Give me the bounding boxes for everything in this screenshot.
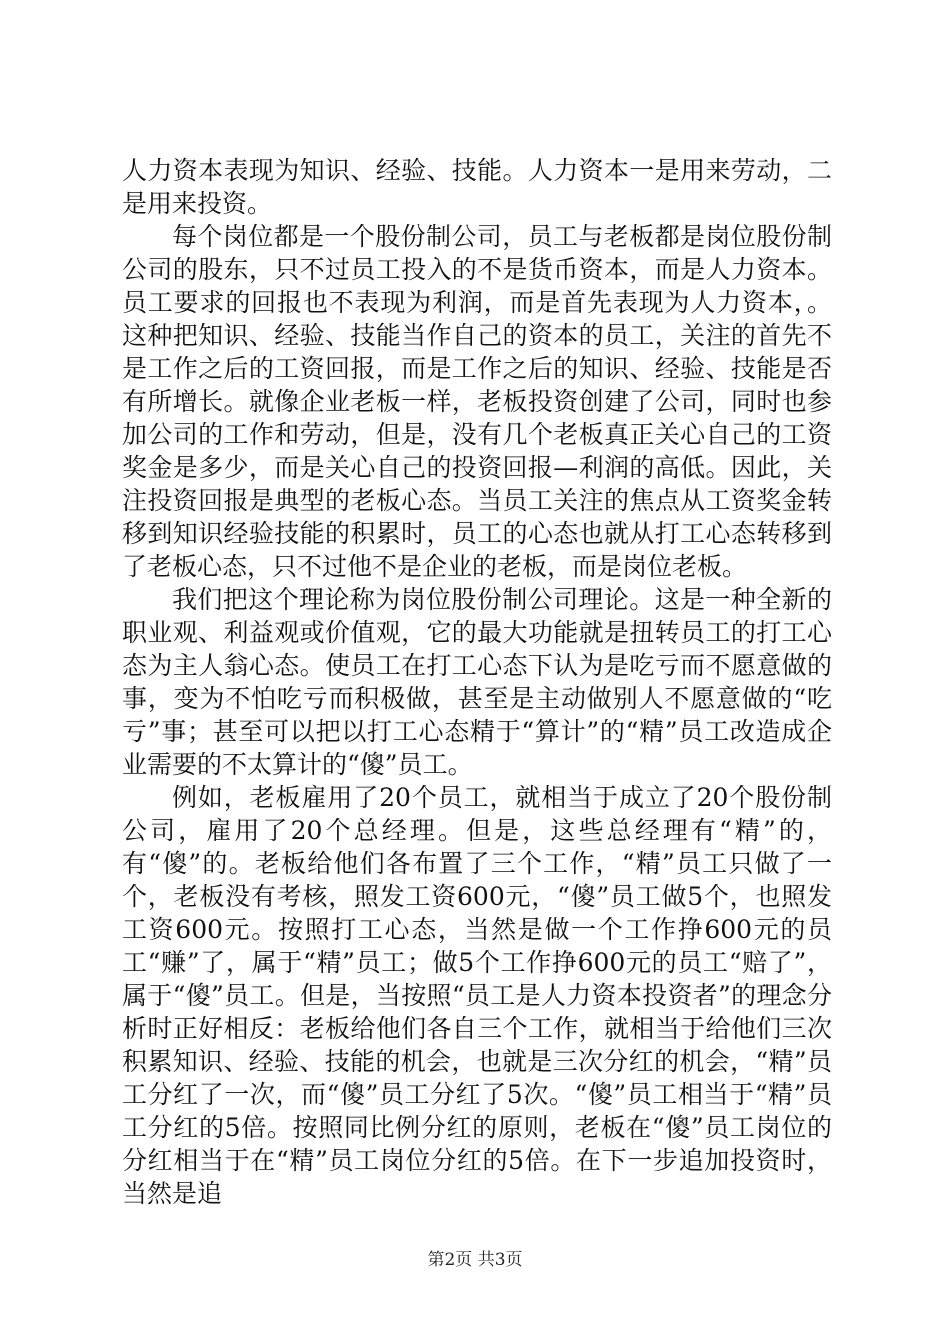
paragraph: 我们把这个理论称为岗位股份制公司理论。这是一种全新的职业观、利益观或价值观，它的最大功能就是扭转员工的打工心态为主人翁心态。使员工在打工心态下认为是吃亏而不愿意做的事，变为不怕吃亏而积极做，甚至是主动做别人不愿意做的“吃亏”事；甚至可以把以打工心态精于“算计”的“精”员工改造成企业需要的不太算计的“傻”员工。 — [122, 585, 832, 779]
paragraph: 每个岗位都是一个股份制公司，员工与老板都是岗位股份制公司的股东，只不过员工投入的不是货币资本，而是人力资本。员工要求的回报也不表现为利润，而是首先表现为人力资本，。这种把知识、经验、技能当作自己的资本的员工，关注的首先不是工作之后的工资回报，而是工作之后的知识、经验、技能是否有所增长。就像企业老板一样，老板投资创建了公司，同时也参加公司的工作和劳动，但是，没有几个老板真正关心自己的工资奖金是多少，而是关心自己的投资回报—利润的高低。因此，关注投资回报是典型的老板心态。当员工关注的焦点从工资奖金转移到知识经验技能的积累时，员工的心态也就从打工心态转移到了老板心态，只不过他不是企业的老板，而是岗位老板。 — [122, 222, 832, 581]
document-body — [122, 154, 832, 1210]
paragraph: 例如，老板雇用了20个员工，就相当于成立了20个股份制公司，雇用了20个总经理。但是，这些总经理有“精”的，有“傻”的。老板给他们各布置了三个工作，“精”员工只做了一个，老板没有考核，照发工资600元，“傻”员工做5个，也照发工资600元。按照打工心态，当然是做一个工作挣600元的员工“赚”了，属于“精”员工；做5个工作挣600元的员工“赔了”，属于“傻”员工。但是，当按照“员工是人力资本投资者”的理念分析时正好相反：老板给他们各自三个工作，就相当于给他们三次积累知识、经验、技能的机会，也就是三次分红的机会，“精”员工分红了一次，而“傻”员工分红了5次。“傻”员工相当于“精”员工分红的5倍。按照同比例分红的原则，老板在“傻”员工岗位的分红相当于在“精”员工岗位分红的5倍。在下一步追加投资时，当然是追 — [122, 783, 832, 1208]
paragraph: 人力资本表现为知识、经验、技能。人力资本一是用来劳动，二是用来投资。 — [122, 156, 832, 218]
page-footer: 第2页 共3页 — [427, 1250, 523, 1270]
